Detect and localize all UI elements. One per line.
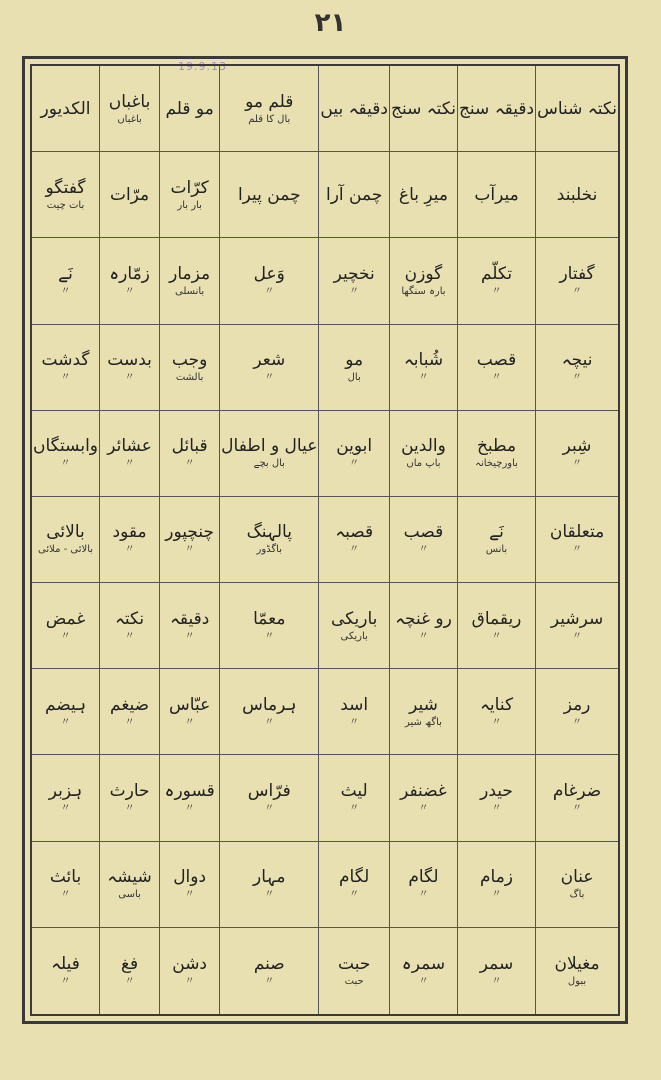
word-entry: مقود xyxy=(112,522,147,543)
word-entry: قصب xyxy=(476,350,517,371)
word-entry: اسد xyxy=(340,694,369,715)
word-gloss: حبت xyxy=(344,975,364,987)
word-entry: ریقماق xyxy=(471,608,522,629)
word-gloss: 〃 xyxy=(572,544,583,556)
table-cell xyxy=(318,411,389,497)
word-gloss: 〃 xyxy=(264,975,275,987)
word-gloss: 〃 xyxy=(60,716,71,728)
word-entry: سمرہ xyxy=(401,953,446,974)
table-cell xyxy=(159,755,219,841)
word-entry: شیر xyxy=(409,694,438,715)
word-gloss: 〃 xyxy=(264,630,275,642)
word-gloss: 〃 xyxy=(418,803,429,815)
table-cell xyxy=(219,842,318,928)
word-entry: سرشیر xyxy=(550,608,604,629)
table-cell xyxy=(389,238,457,324)
word-entry: دشن xyxy=(172,953,208,974)
word-entry: نیچہ xyxy=(561,350,593,371)
table-cell xyxy=(389,842,457,928)
table-cell xyxy=(32,497,99,583)
word-entry: باریکی xyxy=(330,608,378,629)
word-entry: بدست xyxy=(107,350,152,371)
table-cell xyxy=(535,842,618,928)
word-entry: لیث xyxy=(340,781,368,802)
word-entry: نکتہ سنج xyxy=(390,98,456,119)
word-gloss: 〃 xyxy=(264,285,275,297)
word-entry: معمّا xyxy=(253,608,286,629)
table-cell xyxy=(318,842,389,928)
table-cell xyxy=(318,325,389,411)
table-cell xyxy=(32,755,99,841)
word-gloss: بال بچے xyxy=(253,458,285,470)
word-entry: قسورہ xyxy=(164,781,215,802)
word-entry: چمن پیرا xyxy=(237,184,301,205)
table-cell xyxy=(457,152,535,238)
word-entry: حیدر xyxy=(480,781,513,802)
word-entry: کرّات xyxy=(170,177,209,198)
table-cell xyxy=(99,238,159,324)
table-cell xyxy=(219,411,318,497)
table-cell xyxy=(457,928,535,1014)
word-gloss: باگ xyxy=(569,889,585,901)
table-cell xyxy=(99,66,159,152)
word-gloss: 〃 xyxy=(184,544,195,556)
table-cell xyxy=(535,411,618,497)
word-gloss: 〃 xyxy=(572,372,583,384)
word-gloss: بالائی - ملائی xyxy=(37,544,94,556)
word-gloss: 〃 xyxy=(572,285,583,297)
table-cell xyxy=(389,755,457,841)
word-gloss: 〃 xyxy=(264,372,275,384)
table-cell xyxy=(318,669,389,755)
table-cell xyxy=(159,669,219,755)
table-cell xyxy=(99,411,159,497)
word-entry: قصب xyxy=(403,522,444,543)
table-cell xyxy=(99,152,159,238)
word-entry: ابوین xyxy=(336,436,373,457)
word-gloss: باپ ماں xyxy=(406,458,441,470)
word-gloss: 〃 xyxy=(124,285,135,297)
word-gloss: بات چیت xyxy=(46,199,85,211)
word-entry: حبت xyxy=(338,953,371,974)
word-gloss: بال xyxy=(347,372,361,384)
word-entry: ہیضم xyxy=(44,694,87,715)
word-gloss: 〃 xyxy=(184,975,195,987)
word-gloss: 〃 xyxy=(349,803,360,815)
table-cell xyxy=(99,583,159,669)
word-entry: مو قلم xyxy=(165,98,214,119)
word-entry: عیال و اطفال xyxy=(221,436,318,457)
word-entry: فیلہ xyxy=(51,953,80,974)
table-cell xyxy=(535,152,618,238)
table-cell xyxy=(457,583,535,669)
word-entry: غمض xyxy=(45,608,86,629)
word-gloss: 〃 xyxy=(349,716,360,728)
word-entry: پالہنگ xyxy=(246,522,292,543)
table-cell xyxy=(389,497,457,583)
word-gloss: باریکی xyxy=(340,630,368,642)
word-entry: سمر xyxy=(479,953,514,974)
word-entry: وجب xyxy=(171,350,208,371)
word-gloss: 〃 xyxy=(418,372,429,384)
page-number: ۲۱ xyxy=(314,8,347,38)
table-cell xyxy=(389,928,457,1014)
word-entry: متعلقان xyxy=(549,522,605,543)
word-entry: مرّات xyxy=(109,184,150,205)
word-entry: عنان xyxy=(560,867,594,888)
word-gloss: بالشت xyxy=(175,372,204,384)
word-entry: عشائر xyxy=(107,436,152,457)
table-cell xyxy=(32,583,99,669)
table-cell xyxy=(159,152,219,238)
word-gloss: بانسلی xyxy=(175,285,205,297)
word-gloss: 〃 xyxy=(572,630,583,642)
table-cell xyxy=(389,411,457,497)
word-gloss: 〃 xyxy=(124,630,135,642)
word-gloss: 〃 xyxy=(264,716,275,728)
word-entry: صنم xyxy=(253,953,285,974)
table-cell xyxy=(159,583,219,669)
word-entry: گوزن xyxy=(404,263,443,284)
word-gloss: باغباں xyxy=(117,113,142,125)
word-entry: مطبخ xyxy=(476,436,517,457)
table-cell xyxy=(457,325,535,411)
word-gloss: 〃 xyxy=(124,716,135,728)
word-gloss: 〃 xyxy=(491,803,502,815)
table-cell xyxy=(159,66,219,152)
table-cell xyxy=(219,928,318,1014)
table-cell xyxy=(219,152,318,238)
table-cell xyxy=(318,238,389,324)
word-entry: میرآب xyxy=(474,184,519,205)
word-entry: نَے xyxy=(58,263,73,284)
word-gloss: 〃 xyxy=(60,889,71,901)
word-gloss: 〃 xyxy=(418,630,429,642)
table-cell xyxy=(159,497,219,583)
word-entry: وابستگاں xyxy=(33,436,99,457)
word-entry: شُبابہ xyxy=(403,350,444,371)
table-cell xyxy=(457,411,535,497)
word-entry: لگام xyxy=(339,867,370,888)
word-gloss: 〃 xyxy=(184,889,195,901)
table-cell xyxy=(535,66,618,152)
word-entry: زمّارہ xyxy=(109,263,150,284)
word-entry: شعر xyxy=(253,350,286,371)
word-gloss: بار بار xyxy=(177,199,202,211)
word-gloss: 〃 xyxy=(60,285,71,297)
word-gloss: 〃 xyxy=(184,716,195,728)
word-entry: بائث xyxy=(49,867,82,888)
word-entry: دقیقہ بیں xyxy=(320,98,388,119)
table-cell xyxy=(457,842,535,928)
word-entry: ہرماس xyxy=(242,694,297,715)
table-cell xyxy=(389,152,457,238)
word-entry: گفتگو xyxy=(45,177,86,198)
word-entry: لگام xyxy=(408,867,439,888)
table-cell xyxy=(219,755,318,841)
table-cell xyxy=(457,238,535,324)
table-cell xyxy=(32,152,99,238)
word-gloss: 〃 xyxy=(264,889,275,901)
word-gloss: 〃 xyxy=(184,803,195,815)
table-cell xyxy=(318,928,389,1014)
table-cell xyxy=(457,755,535,841)
word-gloss: 〃 xyxy=(349,285,360,297)
word-entry: گفتار xyxy=(559,263,595,284)
table-cell xyxy=(32,66,99,152)
table-cell xyxy=(535,325,618,411)
word-gloss: 〃 xyxy=(418,544,429,556)
table-cell xyxy=(159,325,219,411)
word-entry: مو xyxy=(345,350,364,371)
table-cell xyxy=(318,66,389,152)
word-gloss: 〃 xyxy=(491,285,502,297)
word-entry: مہار xyxy=(253,867,286,888)
word-entry: گدشت xyxy=(41,350,90,371)
word-gloss: 〃 xyxy=(491,975,502,987)
word-entry: کنایہ xyxy=(479,694,514,715)
word-gloss: 〃 xyxy=(349,544,360,556)
table-cell xyxy=(159,928,219,1014)
table-cell xyxy=(32,238,99,324)
library-stamp: 19.9.13 xyxy=(178,60,227,73)
word-entry: میرِ باغ xyxy=(398,184,448,205)
word-gloss: 〃 xyxy=(491,889,502,901)
word-gloss: 〃 xyxy=(491,630,502,642)
table-cell xyxy=(318,583,389,669)
table-cell xyxy=(99,842,159,928)
word-gloss: 〃 xyxy=(264,803,275,815)
word-entry: شیشہ xyxy=(107,867,152,888)
table-cell xyxy=(159,842,219,928)
word-entry: چمن آرا xyxy=(326,184,383,205)
word-entry: قلم مو xyxy=(245,91,294,112)
table-cell xyxy=(389,66,457,152)
word-entry: مزمار xyxy=(169,263,211,284)
table-cell xyxy=(535,497,618,583)
word-gloss: 〃 xyxy=(124,803,135,815)
word-gloss: 〃 xyxy=(572,458,583,470)
word-gloss: 〃 xyxy=(124,372,135,384)
word-entry: حارث xyxy=(109,781,150,802)
word-entry: قبائل xyxy=(171,436,208,457)
table-cell xyxy=(99,497,159,583)
vocabulary-table xyxy=(30,64,620,1016)
word-entry: نَے xyxy=(489,522,504,543)
word-entry: نخچیر xyxy=(333,263,375,284)
word-entry: دوال xyxy=(173,867,207,888)
word-gloss: 〃 xyxy=(124,544,135,556)
table-cell xyxy=(99,669,159,755)
word-gloss: بال کا قلم xyxy=(248,113,291,125)
table-cell xyxy=(389,325,457,411)
word-gloss: 〃 xyxy=(60,458,71,470)
table-cell xyxy=(159,238,219,324)
word-gloss: 〃 xyxy=(124,975,135,987)
word-entry: غضنفر xyxy=(400,781,447,802)
table-cell xyxy=(32,669,99,755)
table-cell xyxy=(219,497,318,583)
word-entry: دقیقہ xyxy=(169,608,210,629)
table-cell xyxy=(219,583,318,669)
word-gloss: باگھ شیر xyxy=(404,716,442,728)
word-entry: عبّاس xyxy=(169,694,211,715)
table-cell xyxy=(219,238,318,324)
word-entry: شِبر xyxy=(562,436,592,457)
word-entry: ضیغم xyxy=(110,694,150,715)
word-gloss: باورچیخانہ xyxy=(475,458,518,470)
word-entry: نخلبند xyxy=(556,184,598,205)
word-entry: چنچپور xyxy=(165,522,214,543)
word-gloss: 〃 xyxy=(60,372,71,384)
table-cell xyxy=(535,583,618,669)
word-entry: رمز xyxy=(563,694,591,715)
word-entry: بالائی xyxy=(46,522,85,543)
word-gloss: 〃 xyxy=(572,803,583,815)
word-gloss: 〃 xyxy=(184,630,195,642)
word-gloss: 〃 xyxy=(418,889,429,901)
table-cell xyxy=(535,238,618,324)
table-cell xyxy=(457,669,535,755)
table-cell xyxy=(219,669,318,755)
word-gloss: 〃 xyxy=(60,975,71,987)
table-cell xyxy=(32,411,99,497)
word-entry: الکدیور xyxy=(40,98,91,119)
table-cell xyxy=(389,669,457,755)
word-gloss: 〃 xyxy=(418,975,429,987)
word-gloss: 〃 xyxy=(572,716,583,728)
word-entry: نکتہ xyxy=(114,608,145,629)
table-cell xyxy=(318,497,389,583)
word-entry: نکتہ شناس xyxy=(537,98,617,119)
table-cell xyxy=(318,755,389,841)
table-cell xyxy=(32,928,99,1014)
table-cell xyxy=(457,497,535,583)
word-gloss: 〃 xyxy=(60,803,71,815)
word-gloss: باگڈور xyxy=(256,544,283,556)
word-gloss: باسی xyxy=(118,889,141,901)
table-cell xyxy=(535,755,618,841)
word-entry: زمام xyxy=(480,867,514,888)
word-gloss: 〃 xyxy=(184,458,195,470)
table-cell xyxy=(32,325,99,411)
word-entry: باغباں xyxy=(108,91,151,112)
word-gloss: بارہ سنگھا xyxy=(401,285,446,297)
table-cell xyxy=(457,66,535,152)
word-entry: رو غنچہ xyxy=(395,608,452,629)
table-cell xyxy=(99,755,159,841)
word-gloss: 〃 xyxy=(60,630,71,642)
word-gloss: ببول xyxy=(567,975,587,987)
word-entry: ہزبر xyxy=(48,781,83,802)
word-gloss: 〃 xyxy=(349,458,360,470)
table-cell xyxy=(535,928,618,1014)
word-gloss: 〃 xyxy=(124,458,135,470)
word-entry: فرّاس xyxy=(247,781,291,802)
word-entry: والدین xyxy=(401,436,446,457)
word-entry: دقیقہ سنج xyxy=(458,98,535,119)
word-entry: فغ xyxy=(120,953,139,974)
word-entry: ضرغام xyxy=(552,781,602,802)
table-cell xyxy=(389,583,457,669)
table-cell xyxy=(219,66,318,152)
table-cell xyxy=(318,152,389,238)
word-entry: قصبہ xyxy=(335,522,374,543)
word-gloss: 〃 xyxy=(349,889,360,901)
table-cell xyxy=(99,325,159,411)
table-cell xyxy=(99,928,159,1014)
word-entry: وَعل xyxy=(253,263,285,284)
word-entry: مغیلان xyxy=(554,953,600,974)
word-gloss: 〃 xyxy=(491,372,502,384)
table-cell xyxy=(219,325,318,411)
table-cell xyxy=(159,411,219,497)
table-cell xyxy=(535,669,618,755)
word-gloss: بانس xyxy=(485,544,508,556)
word-entry: تکلّم xyxy=(480,263,513,284)
table-cell xyxy=(32,842,99,928)
word-gloss: 〃 xyxy=(491,716,502,728)
